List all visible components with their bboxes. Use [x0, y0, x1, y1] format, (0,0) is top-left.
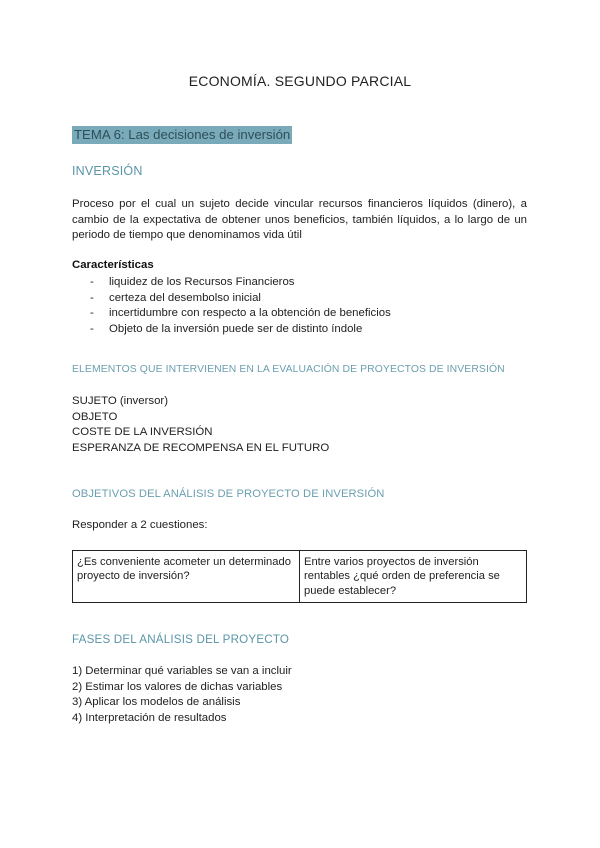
list-item: - Objeto de la inversión puede ser de distinto índole: [90, 322, 363, 335]
list-item: ESPERANZA DE RECOMPENSA EN EL FUTURO: [72, 441, 330, 454]
questions-table: [72, 550, 527, 603]
list-item: - liquidez de los Recursos Financieros: [90, 276, 295, 288]
table-row: [73, 551, 527, 603]
objetivos-intro: Responder a 2 cuestiones:: [72, 519, 208, 531]
inversion-definition: Proceso por el cual un sujeto decide vincular recursos financieros líquidos (dinero), a cambio de la expectativa de obtener unos beneficios, también líquidos, a lo largo de un periodo de tiempo que denominamos vida útil: [72, 198, 527, 242]
caracteristicas-list: [90, 275, 391, 337]
objetivos-heading: OBJETIVOS DEL ANÁLISIS DE PROYECTO DE INVERSIÓN: [72, 488, 385, 500]
list-item: 2) Estimar los valores de dichas variables: [72, 680, 283, 693]
list-item: OBJETO: [72, 410, 118, 423]
tema-heading-highlighted: TEMA 6: Las decisiones de inversión: [74, 127, 291, 142]
document-title: ECONOMÍA. SEGUNDO PARCIAL: [188, 73, 412, 89]
inversion-heading: INVERSIÓN: [72, 164, 143, 178]
list-item: - certeza del desembolso inicial: [90, 291, 261, 304]
list-item: COSTE DE LA INVERSIÓN: [72, 426, 213, 439]
elementos-list: [72, 394, 329, 456]
elementos-heading: ELEMENTOS QUE INTERVIENEN EN LA EVALUACIÓN DE PROYECTOS DE INVERSIÓN: [72, 364, 505, 375]
fases-list: [72, 664, 292, 726]
list-item: 4) Interpretación de resultados: [72, 711, 227, 724]
question-cell-2: Entre varios proyectos de inversión rentables ¿qué orden de preferencia se puede establecer?: [300, 551, 527, 603]
fases-heading: FASES DEL ANÁLISIS DEL PROYECTO: [72, 633, 290, 646]
list-item: 3) Aplicar los modelos de análisis: [72, 696, 241, 709]
question-cell-1: ¿Es conveniente acometer un determinado proyecto de inversión?: [73, 551, 300, 603]
caracteristicas-heading: Características: [72, 259, 154, 271]
list-item: - incertidumbre con respecto a la obtención de beneficios: [90, 307, 391, 320]
list-item: 1) Determinar qué variables se van a incluir: [72, 665, 292, 677]
list-item: SUJETO (inversor): [72, 395, 168, 407]
